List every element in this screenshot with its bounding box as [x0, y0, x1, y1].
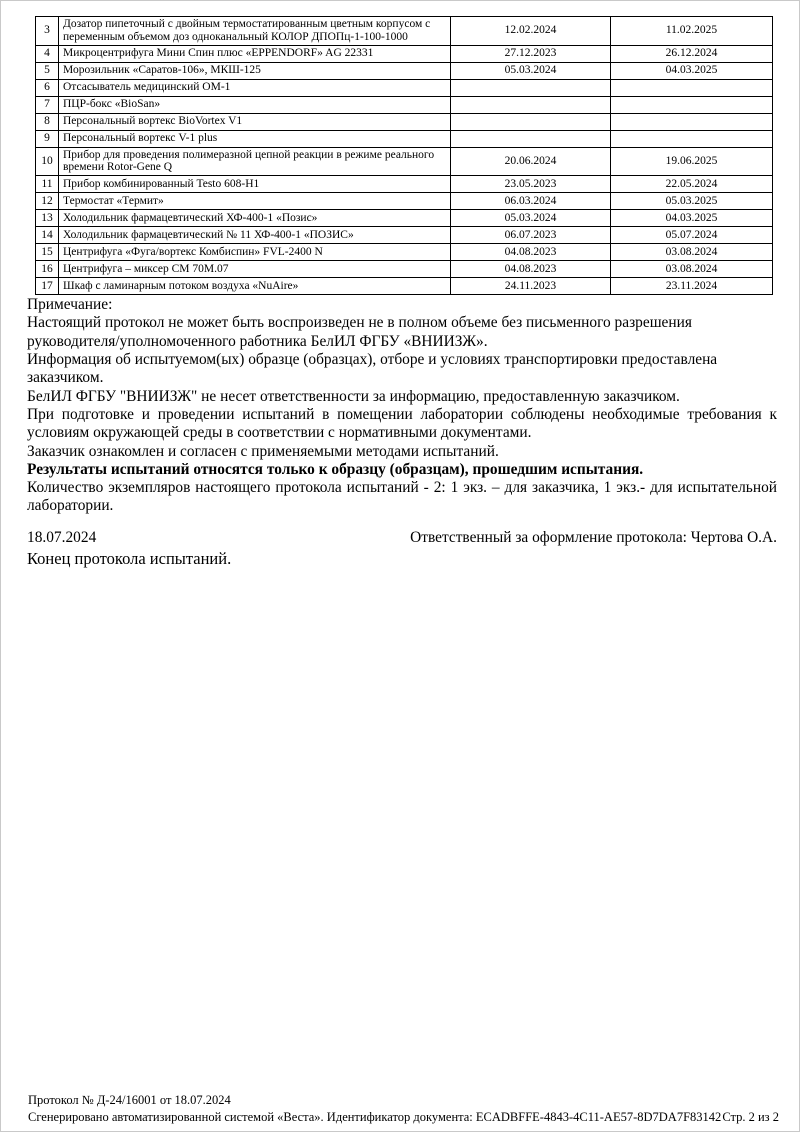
- verification-date: 23.05.2023: [451, 176, 611, 193]
- verification-date: 05.03.2024: [451, 62, 611, 79]
- equipment-name: Холодильник фармацевтический ХФ-400-1 «Позис»: [59, 210, 451, 227]
- equipment-name: Центрифуга – миксер СМ 70М.07: [59, 261, 451, 278]
- valid-until-date: 04.03.2025: [611, 62, 773, 79]
- verification-date: 06.03.2024: [451, 193, 611, 210]
- row-number: 5: [36, 62, 59, 79]
- valid-until-date: 26.12.2024: [611, 45, 773, 62]
- note-paragraph: БелИЛ ФГБУ "ВНИИЗЖ" не несет ответственности за информацию, предоставленную заказчиком.: [27, 387, 680, 405]
- verification-date: [451, 113, 611, 130]
- notes-heading: Примечание:: [27, 296, 113, 314]
- row-number: 13: [36, 210, 59, 227]
- valid-until-date: 03.08.2024: [611, 244, 773, 261]
- notes-section: [27, 296, 777, 516]
- equipment-name: Прибор для проведения полимеразной цепной реакции в режиме реального времени Rotor-Gene Q: [59, 147, 451, 176]
- row-number: 9: [36, 130, 59, 147]
- verification-date: [451, 79, 611, 96]
- valid-until-date: [611, 96, 773, 113]
- signoff-responsible: Ответственный за оформление протокола: Чертова О.А.: [410, 528, 777, 546]
- note-paragraph: Результаты испытаний относятся только к образцу (образцам), прошедшим испытания.: [27, 460, 644, 478]
- verification-date: 20.06.2024: [451, 147, 611, 176]
- equipment-name: Микроцентрифуга Мини Спин плюс «EPPENDORF» AG 22331: [59, 45, 451, 62]
- valid-until-date: 03.08.2024: [611, 261, 773, 278]
- row-number: 17: [36, 278, 59, 295]
- row-number: 16: [36, 261, 59, 278]
- equipment-name: Морозильник «Саратов-106», МКШ-125: [59, 62, 451, 79]
- protocol-end-line: Конец протокола испытаний.: [27, 548, 232, 568]
- verification-date: 05.03.2024: [451, 210, 611, 227]
- valid-until-date: 04.03.2025: [611, 210, 773, 227]
- equipment-name: Центрифуга «Фуга/вортекс Комбиспин» FVL-2400 N: [59, 244, 451, 261]
- equipment-name: ПЦР-бокс «BioSan»: [59, 96, 451, 113]
- row-number: 8: [36, 113, 59, 130]
- note-paragraph: Информация об испытуемом(ых) образце (образцах), отборе и условиях транспортировки предоставлена заказчиком.: [27, 351, 718, 387]
- verification-date: 12.02.2024: [451, 17, 611, 46]
- table-row: [36, 79, 773, 96]
- verification-date: 27.12.2023: [451, 45, 611, 62]
- table-row: [36, 96, 773, 113]
- verification-date: 06.07.2023: [451, 227, 611, 244]
- table-row: [36, 17, 773, 46]
- row-number: 7: [36, 96, 59, 113]
- equipment-name: Дозатор пипеточный с двойным термостатированным цветным корпусом с переменным объемом доз одноканальный КОЛОР ДПОПц-1-100-1000: [59, 17, 451, 46]
- equipment-name: Отсасыватель медицинский ОМ-1: [59, 79, 451, 96]
- verification-date: [451, 130, 611, 147]
- table-row: [36, 244, 773, 261]
- equipment-name: Персональный вортекс BioVortex V1: [59, 113, 451, 130]
- verification-date: 24.11.2023: [451, 278, 611, 295]
- table-row: [36, 176, 773, 193]
- footer-page-number: Стр. 2 из 2: [722, 1109, 779, 1124]
- valid-until-date: [611, 130, 773, 147]
- table-row: [36, 62, 773, 79]
- table-row: [36, 278, 773, 295]
- row-number: 14: [36, 227, 59, 244]
- note-paragraph: Количество экземпляров настоящего протокола испытаний - 2: 1 экз. – для заказчика, 1 экз.- для испытательной лаборатории.: [27, 479, 777, 515]
- page-footer: [28, 1092, 779, 1125]
- table-row: [36, 261, 773, 278]
- table-row: [36, 193, 773, 210]
- valid-until-date: 23.11.2024: [611, 278, 773, 295]
- note-paragraph: При подготовке и проведении испытаний в помещении лаборатории соблюдены необходимые требования к условиям окружающей среды в соответствии с нормативными документами.: [27, 405, 777, 442]
- row-number: 4: [36, 45, 59, 62]
- table-row: [36, 227, 773, 244]
- valid-until-date: 19.06.2025: [611, 147, 773, 176]
- equipment-name: Термостат «Термит»: [59, 193, 451, 210]
- row-number: 3: [36, 17, 59, 46]
- footer-generated-row: [28, 1109, 779, 1126]
- note-paragraph: Настоящий протокол не может быть воспроизведен не в полном объеме без письменного разрешения руководителя/уполномоченного работника БелИЛ ФГБУ «ВНИИЗЖ».: [27, 314, 692, 350]
- signoff-row: [27, 529, 777, 547]
- equipment-table: [35, 16, 773, 295]
- equipment-name: Прибор комбинированный Testo 608-H1: [59, 176, 451, 193]
- table-row: [36, 210, 773, 227]
- footer-protocol-line: Протокол № Д-24/16001 от 18.07.2024: [28, 1093, 231, 1107]
- footer-generated-line: Сгенерировано автоматизированной системой «Веста». Идентификатор документа: ECADBFFE-4843-4C11-AE57-8D7DA7F83142: [28, 1109, 722, 1124]
- table-row: [36, 45, 773, 62]
- valid-until-date: 05.07.2024: [611, 227, 773, 244]
- row-number: 6: [36, 79, 59, 96]
- row-number: 12: [36, 193, 59, 210]
- valid-until-date: 11.02.2025: [611, 17, 773, 46]
- row-number: 11: [36, 176, 59, 193]
- row-number: 10: [36, 147, 59, 176]
- equipment-table-body: [36, 17, 773, 295]
- notes-paragraphs: [27, 314, 777, 515]
- valid-until-date: 05.03.2025: [611, 193, 773, 210]
- valid-until-date: [611, 79, 773, 96]
- table-row: [36, 147, 773, 176]
- equipment-name: Персональный вортекс V-1 plus: [59, 130, 451, 147]
- equipment-name: Шкаф с ламинарным потоком воздуха «NuAire»: [59, 278, 451, 295]
- signoff-date: 18.07.2024: [27, 528, 97, 546]
- note-paragraph: Заказчик ознакомлен и согласен с применяемыми методами испытаний.: [27, 442, 499, 460]
- valid-until-date: [611, 113, 773, 130]
- row-number: 15: [36, 244, 59, 261]
- table-row: [36, 113, 773, 130]
- verification-date: 04.08.2023: [451, 244, 611, 261]
- valid-until-date: 22.05.2024: [611, 176, 773, 193]
- equipment-name: Холодильник фармацевтический № 11 ХФ-400-1 «ПОЗИС»: [59, 227, 451, 244]
- verification-date: 04.08.2023: [451, 261, 611, 278]
- table-row: [36, 130, 773, 147]
- verification-date: [451, 96, 611, 113]
